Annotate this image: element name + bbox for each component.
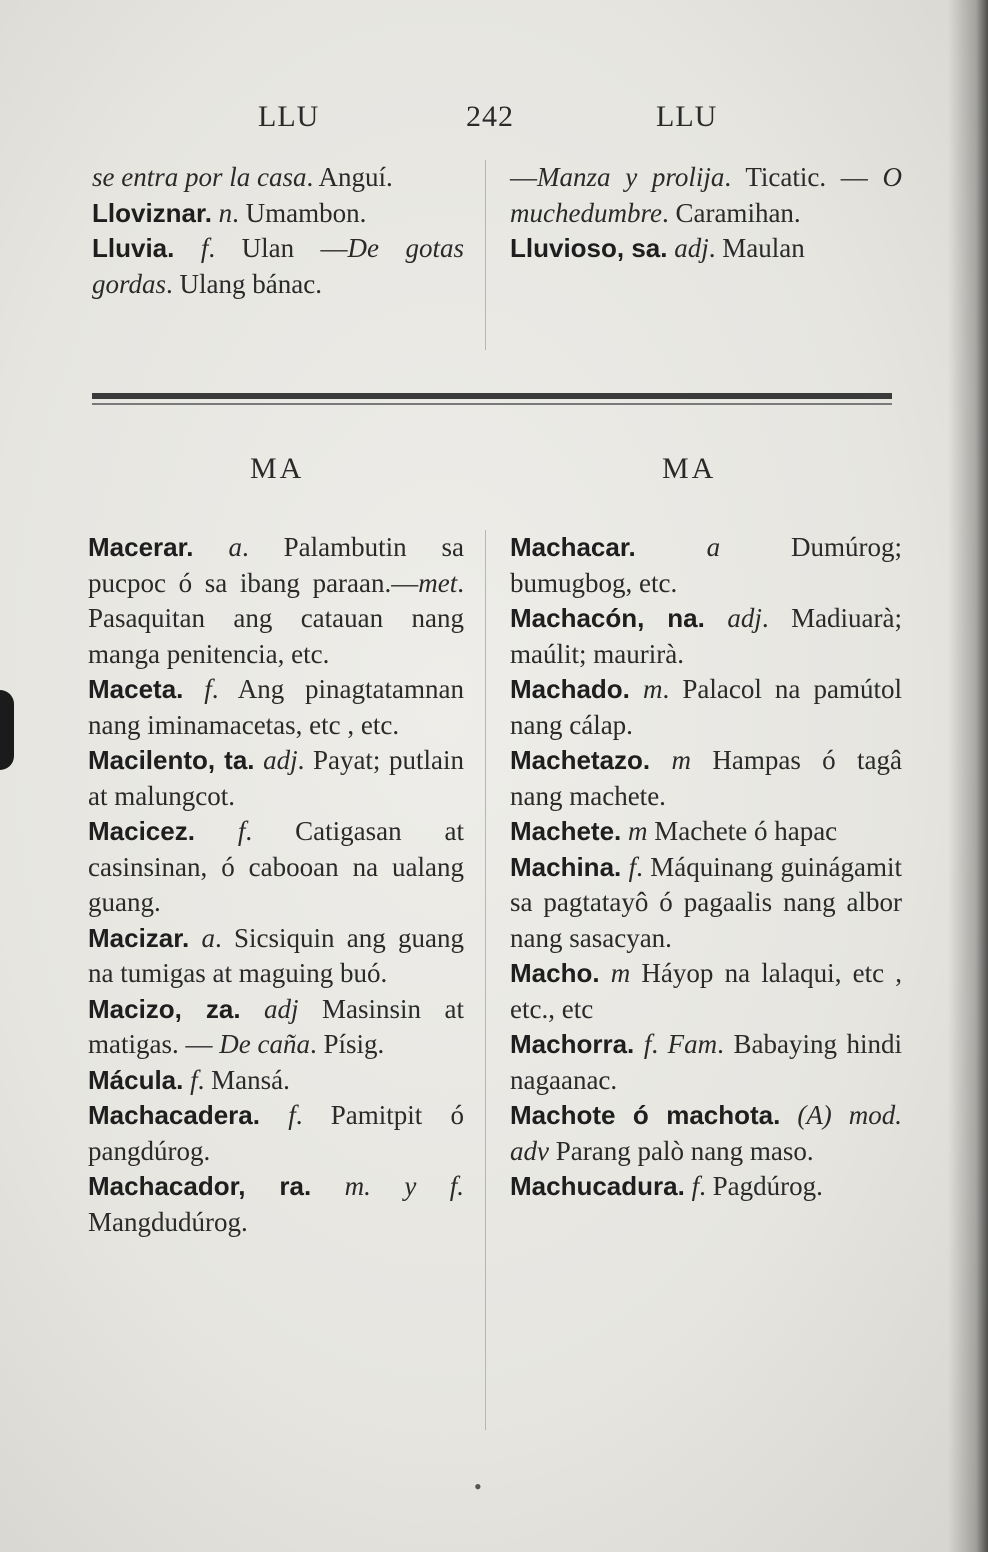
dictionary-entry [88,743,464,814]
section-divider [92,393,892,399]
headword: Macerar. [88,532,194,562]
definition-text [634,1029,644,1059]
headword: Lloviznar. [92,197,212,228]
italic-text: adj [727,603,762,633]
definition-text: . Mansá. [197,1064,290,1095]
headword: Machina. [510,851,622,882]
dictionary-entry [88,672,464,743]
dictionary-entry [88,1063,464,1099]
headword: Machado. [510,674,630,704]
italic-text: (A) [797,1100,832,1130]
definition-text [255,745,264,775]
headword: Lluvia. [92,233,175,263]
definition-text [780,1100,797,1130]
page-edge-shadow [948,0,988,1552]
headword: Machetazo. [510,745,651,775]
italic-text: m [643,674,663,704]
italic-text: n [218,197,233,228]
dictionary-entry [88,530,464,672]
right-entries-column [510,530,902,1205]
definition-text [311,1171,344,1201]
italic-text: m [610,958,631,988]
definition-text [621,852,628,882]
definition-text: . Ticatic. — [724,162,883,192]
italic-text: a [228,532,242,562]
header-left: LLU [258,100,320,133]
definition-text [189,923,201,953]
dictionary-entry [510,160,902,231]
dictionary-entry [510,1098,902,1169]
headword: Machete. [510,816,622,846]
italic-text: a [706,532,721,562]
italic-text: a [201,922,215,953]
italic-text: m [628,816,648,846]
italic-text: m. y f. [344,1171,464,1201]
definition-text [183,674,204,704]
definition-text [636,532,707,562]
dictionary-entry [92,231,464,302]
definition-text: Dumúrog; bumugbog, etc. [510,532,902,598]
headword: Maceta. [88,674,184,704]
italic-text: f [200,233,209,263]
definition-text: Machete ó hapac [647,816,838,846]
definition-text: Háyop na lalaqui, etc , etc., etc [510,958,902,1024]
dictionary-entry [88,921,464,992]
section-letter-right: MA [662,452,717,485]
definition-text [685,1171,692,1201]
headword: Machacadera. [88,1100,260,1130]
italic-text: f [643,1029,652,1059]
definition-text: . Máquinang guinágamit sa pagtatayô ó pagaalis nang albor nang sasacyan. [510,851,902,953]
definition-text: . Pasaquitan ang catauan nang manga penitencia, etc. [88,567,464,669]
header-right: LLU [656,100,718,133]
italic-text: f [190,1064,198,1095]
top-right-column [510,160,902,267]
definition-text: . Anguí. [306,162,393,192]
italic-text: O muchedumbre [510,162,902,228]
definition-text [194,532,229,562]
dictionary-entry [92,160,464,196]
italic-text: Fam [667,1029,718,1059]
definition-text [174,233,200,263]
definition-text [832,1100,849,1130]
definition-text [630,674,643,704]
italic-text: m [671,745,692,775]
definition-text: . Babaying hindi nagaanac. [510,1029,903,1095]
dictionary-entry [510,850,902,957]
dictionary-entry [88,1098,464,1169]
column-rule-main [485,530,486,1430]
definition-text: . Pagdúrog. [699,1171,823,1201]
definition-text: . Ulang bánac. [166,268,322,299]
definition-text [241,994,264,1024]
definition-text: . Ang pinagtatamnan nang iminamacetas, etc , etc. [88,674,464,740]
italic-text: f [204,674,212,704]
definition-text: Parang palò nang maso. [548,1135,814,1166]
italic-text: adj [264,993,299,1024]
headword: Machote ó machota. [510,1100,781,1130]
definition-text [621,816,628,846]
italic-text: adj [263,745,298,775]
italic-text: met [418,567,458,598]
definition-text [195,816,238,846]
definition-text [600,958,611,988]
definition-text: . [651,1029,668,1059]
italic-text: De caña [219,1029,310,1059]
italic-text: mod. adv [510,1100,903,1166]
italic-text: Manza y prolija [537,162,725,192]
headword: Machacador, ra. [88,1171,312,1201]
dictionary-entry [510,743,902,814]
headword: Macizar. [88,922,190,953]
definition-text [212,198,219,228]
headword: Mácula. [88,1064,184,1095]
headword: Machacar. [510,532,636,562]
definition-text: . Payat; putlain at malungcot. [88,745,464,811]
ink-blot [0,690,14,770]
headword: Lluvioso, sa. [510,233,668,263]
dictionary-entry [510,672,902,743]
headword: Macicez. [88,816,195,846]
dictionary-entry [510,231,902,267]
headword: Macilento, ta. [88,745,255,775]
italic-text: f [691,1171,700,1201]
dictionary-entry [88,814,464,921]
definition-text [705,603,727,633]
dictionary-entry [510,814,902,850]
definition-text: . Písig. [309,1029,385,1059]
definition-text: . Palambutin sa pucpoc ó sa ibang paraan.— [88,532,465,598]
definition-text: . Palacol na pamútol nang cálap. [510,674,902,740]
dictionary-entry [510,530,902,601]
definition-text: — [510,162,537,192]
page-number: 242 [466,100,514,133]
italic-text: f [628,851,637,882]
left-entries-column [88,530,464,1240]
running-head [0,100,988,144]
italic-text: adj [674,233,709,263]
headword: Macho. [510,958,600,988]
dictionary-entry [510,1169,902,1205]
dictionary-entry [92,196,464,232]
definition-text: . Madiuarà; maúlit; maurirà. [510,603,903,669]
section-divider-thin [92,403,892,405]
definition-text: . Umambon. [232,197,367,228]
headword: Machucadura. [510,1171,685,1201]
definition-text: . Maulan [708,233,805,263]
definition-text: Masinsin at matigas. — [88,993,464,1059]
section-letter-left: MA [250,452,305,485]
headword: Macizo, za. [88,993,241,1024]
definition-text: . Caramihan. [661,197,801,228]
italic-text: De gotas gordas [92,233,465,299]
definition-text: . Sicsiquin ang guang na tumigas at maguing buó. [88,922,465,988]
top-left-column [92,160,464,302]
footer-mark: • [474,1474,482,1499]
definition-text [650,745,671,775]
definition-text: . Ulan — [208,233,348,263]
headword: Machacón, na. [510,603,705,633]
definition-text: Hampas ó tagâ nang machete. [510,745,903,811]
italic-text: f [288,1100,296,1130]
definition-text: Mangdudúrog. [88,1206,248,1237]
definition-text [260,1100,288,1130]
dictionary-entry [88,1169,464,1240]
column-rule-top [485,160,486,350]
dictionary-entry [510,956,902,1027]
definition-text: . Catigasan at casinsinan, ó cabooan na ualang guang. [88,816,464,917]
dictionary-entry [88,992,464,1063]
definition-text: . Pamitpit ó pangdúrog. [88,1100,464,1166]
headword: Machorra. [510,1029,635,1059]
italic-text: se entra por la casa [92,162,307,192]
dictionary-entry [510,1027,902,1098]
dictionary-entry [510,601,902,672]
italic-text: f [237,816,246,846]
